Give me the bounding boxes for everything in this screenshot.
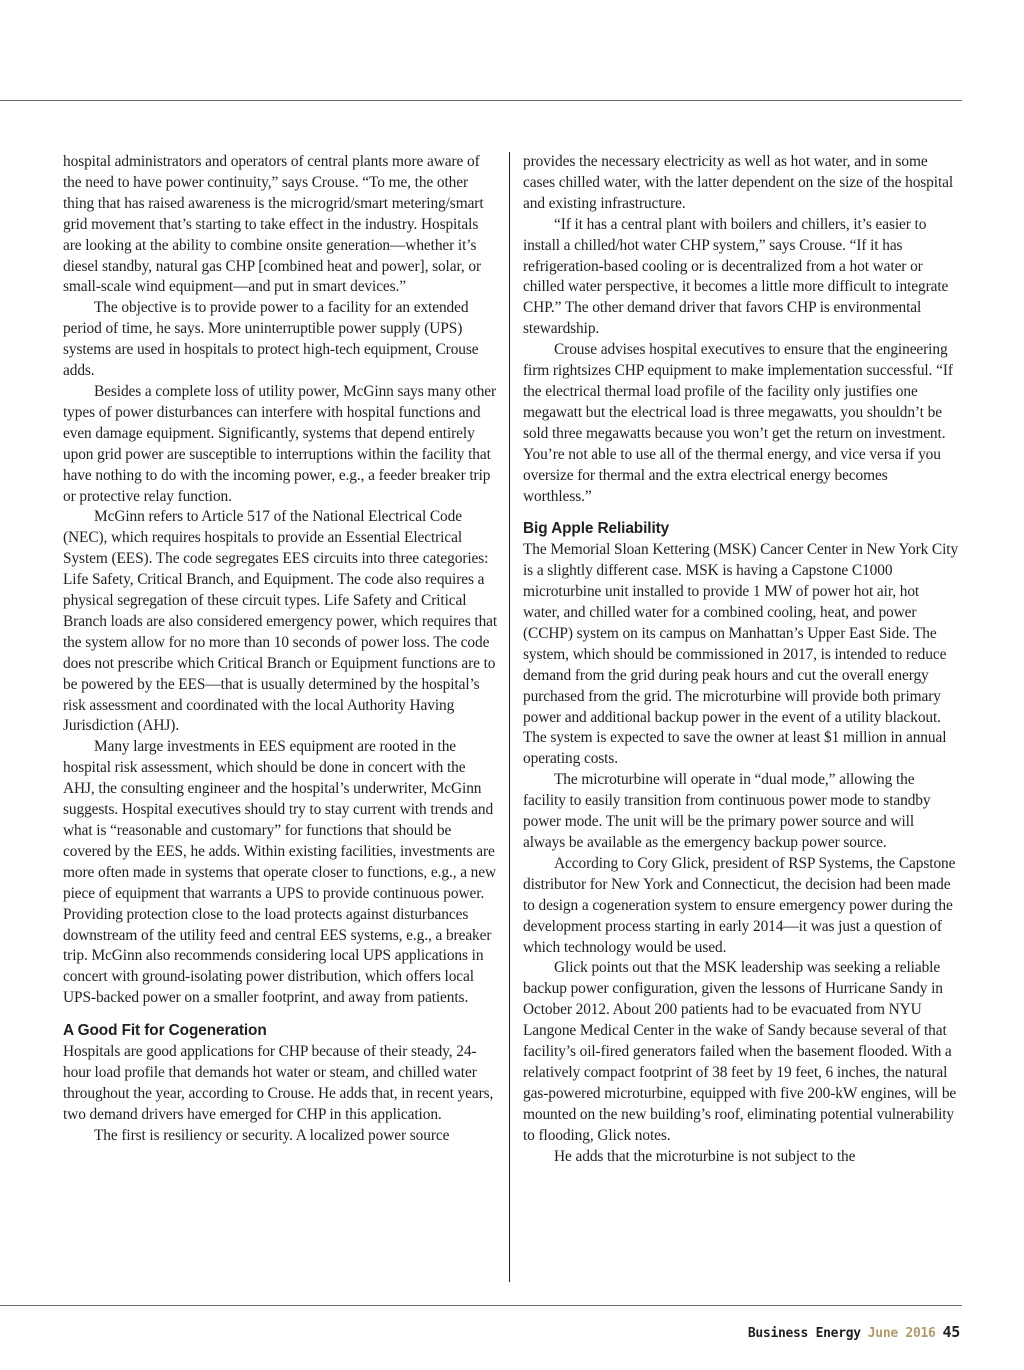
- paragraph: “If it has a central plant with boilers and chillers, it’s easier to install a chilled/hot water CHP system,” says Crouse. “If it has refrigeration-based cooling or is decentralized from a hot water or chilled water perspective, it becomes a little more difficult to integrate CHP.” The other demand driver that favors CHP is environmental stewardship.: [523, 215, 949, 338]
- paragraph: The microturbine will operate in “dual mode,” allowing the facility to easily transition from continuous power mode to standby power mode. The unit will be the primary power source and will always be available as the emergency backup power source.: [523, 771, 931, 851]
- paragraph: hospital administrators and operators of central plants more aware of the need to have power continuity,” says Crouse. “To me, the other thing that has raised awareness is the microgrid/smart metering/smart grid movement that’s starting to take effect in the industry. Hospitals are looking at the ability to combine onsite generation—whether it’s diesel standby, natural gas CHP [combined heat and power], solar, or small-scale wind equipment—and put in smart devices.”: [63, 153, 484, 296]
- paragraph: Crouse advises hospital executives to ensure that the engineering firm rightsizes CHP equipment to make implementation successful. “If the electrical thermal load profile of the facility only justifies one megawatt but the electrical load is three megawatts, you shouldn’t be sold three megawatts because you won’t get the return on investment. You’re not able to use all of the thermal energy, and vice versa if you oversize for thermal and the extra electrical energy becomes worthless.”: [523, 341, 953, 505]
- footer-rule: [0, 1305, 962, 1306]
- section-heading: A Good Fit for Cogeneration: [63, 1022, 267, 1040]
- issue-date: June 2016: [867, 1326, 936, 1341]
- page-number: 45: [942, 1323, 960, 1341]
- paragraph: Many large investments in EES equipment are rooted in the hospital risk assessment, which should be done in concert with the AHJ, the consulting engineer and the hospital’s underwriter, McGinn suggests. Hospital executives should try to stay current with trends and what is “reasonable and customary” for functions that should be covered by the EES, he adds. Within existing facilities, investments are more often made in systems that operate closer to functions, e.g., a new piece of equipment that warrants a UPS to provide continuous power. Providing protection close to the load protects against disturbances downstream of the utility feed and central EES systems, e.g., a breaker trip. McGinn also recommends considering local UPS applications in concert with ground-isolating power distribution, which offers local UPS-backed power on a smaller footprint, and away from patients.: [63, 738, 497, 1007]
- paragraph: Hospitals are good applications for CHP because of their steady, 24-hour load profile that demands hot water or steam, and chilled water throughout the year, according to Crouse. He adds that, in recent years, two demand drivers have emerged for CHP in this application.: [63, 1043, 494, 1123]
- column-divider: [509, 152, 510, 1282]
- header-rule: [0, 100, 962, 101]
- paragraph: Glick points out that the MSK leadership was seeking a reliable backup power configuration, given the lessons of Hurricane Sandy in October 2012. About 200 patients had to be evacuated from NYU Langone Medical Center in the wake of Sandy because several of that facility’s oil-fired generators failed when the basement flooded. With a relatively compact footprint of 38 feet by 19 feet, 6 inches, the natural gas-powered microturbine, equipped with five 200-kW engines, will be mounted on the new building’s roof, eliminating potential vulnerability to flooding, Glick notes.: [523, 959, 957, 1144]
- magazine-name: Business Energy: [747, 1326, 861, 1341]
- page-footer: [748, 1323, 960, 1341]
- article-column-right: [523, 152, 959, 1168]
- paragraph: The first is resiliency or security. A localized power source: [94, 1126, 450, 1144]
- paragraph: The objective is to provide power to a facility for an extended period of time, he says. More uninterruptible power supply (UPS) systems are used in hospitals to protect high-tech equipment, Crouse adds.: [63, 299, 479, 380]
- paragraph: The Memorial Sloan Kettering (MSK) Cancer Center in New York City is a slightly different case. MSK is having a Capstone C1000 microturbine unit installed to provide 1 MW of power hot air, hot water, and chilled water for a combined cooling, heat, and power (CCHP) system on its campus on Manhattan’s Upper East Side. The system, which should be commissioned in 2017, is intended to reduce demand from the grid during peak hours and cut the overall energy purchased from the grid. The microturbine will provide both primary power and additional backup power in the event of a utility blackout. The system is expected to save the owner at least $1 million in annual operating costs.: [523, 541, 959, 768]
- paragraph: Besides a complete loss of utility power, McGinn says many other types of power disturbances can interfere with hospital functions and even damage equipment. Significantly, systems that depend entirely upon grid power are susceptible to interruptions within the facility that have nothing to do with the incoming power, e.g., a feeder breaker trip or protective relay function.: [63, 382, 497, 505]
- paragraph: provides the necessary electricity as well as hot water, and in some cases chilled water, with the latter dependent on the size of the hospital and existing infrastructure.: [523, 153, 954, 212]
- section-heading: Big Apple Reliability: [523, 520, 670, 538]
- paragraph: He adds that the microturbine is not subject to the: [554, 1147, 856, 1165]
- paragraph: According to Cory Glick, president of RSP Systems, the Capstone distributor for New York and Connecticut, the decision had been made to design a cogeneration system to ensure emergency power during the development process starting in early 2014—it was just a question of which technology would be used.: [523, 854, 956, 956]
- paragraph: McGinn refers to Article 517 of the National Electrical Code (NEC), which requires hospitals to provide an Essential Electrical System (EES). The code segregates EES circuits into three categories: Life Safety, Critical Branch, and Equipment. The code also requires a physical segregation of these circuit types. Life Safety and Critical Branch loads are also considered emergency power, which requires that the system allow for no more than 10 seconds of power loss. The code does not prescribe which Critical Branch or Equipment functions are to be powered by the EES—that is usually determined by the hospital’s risk assessment and coordinated with the local Authority Having Jurisdiction (AHJ).: [63, 508, 498, 735]
- article-column-left: [63, 152, 499, 1147]
